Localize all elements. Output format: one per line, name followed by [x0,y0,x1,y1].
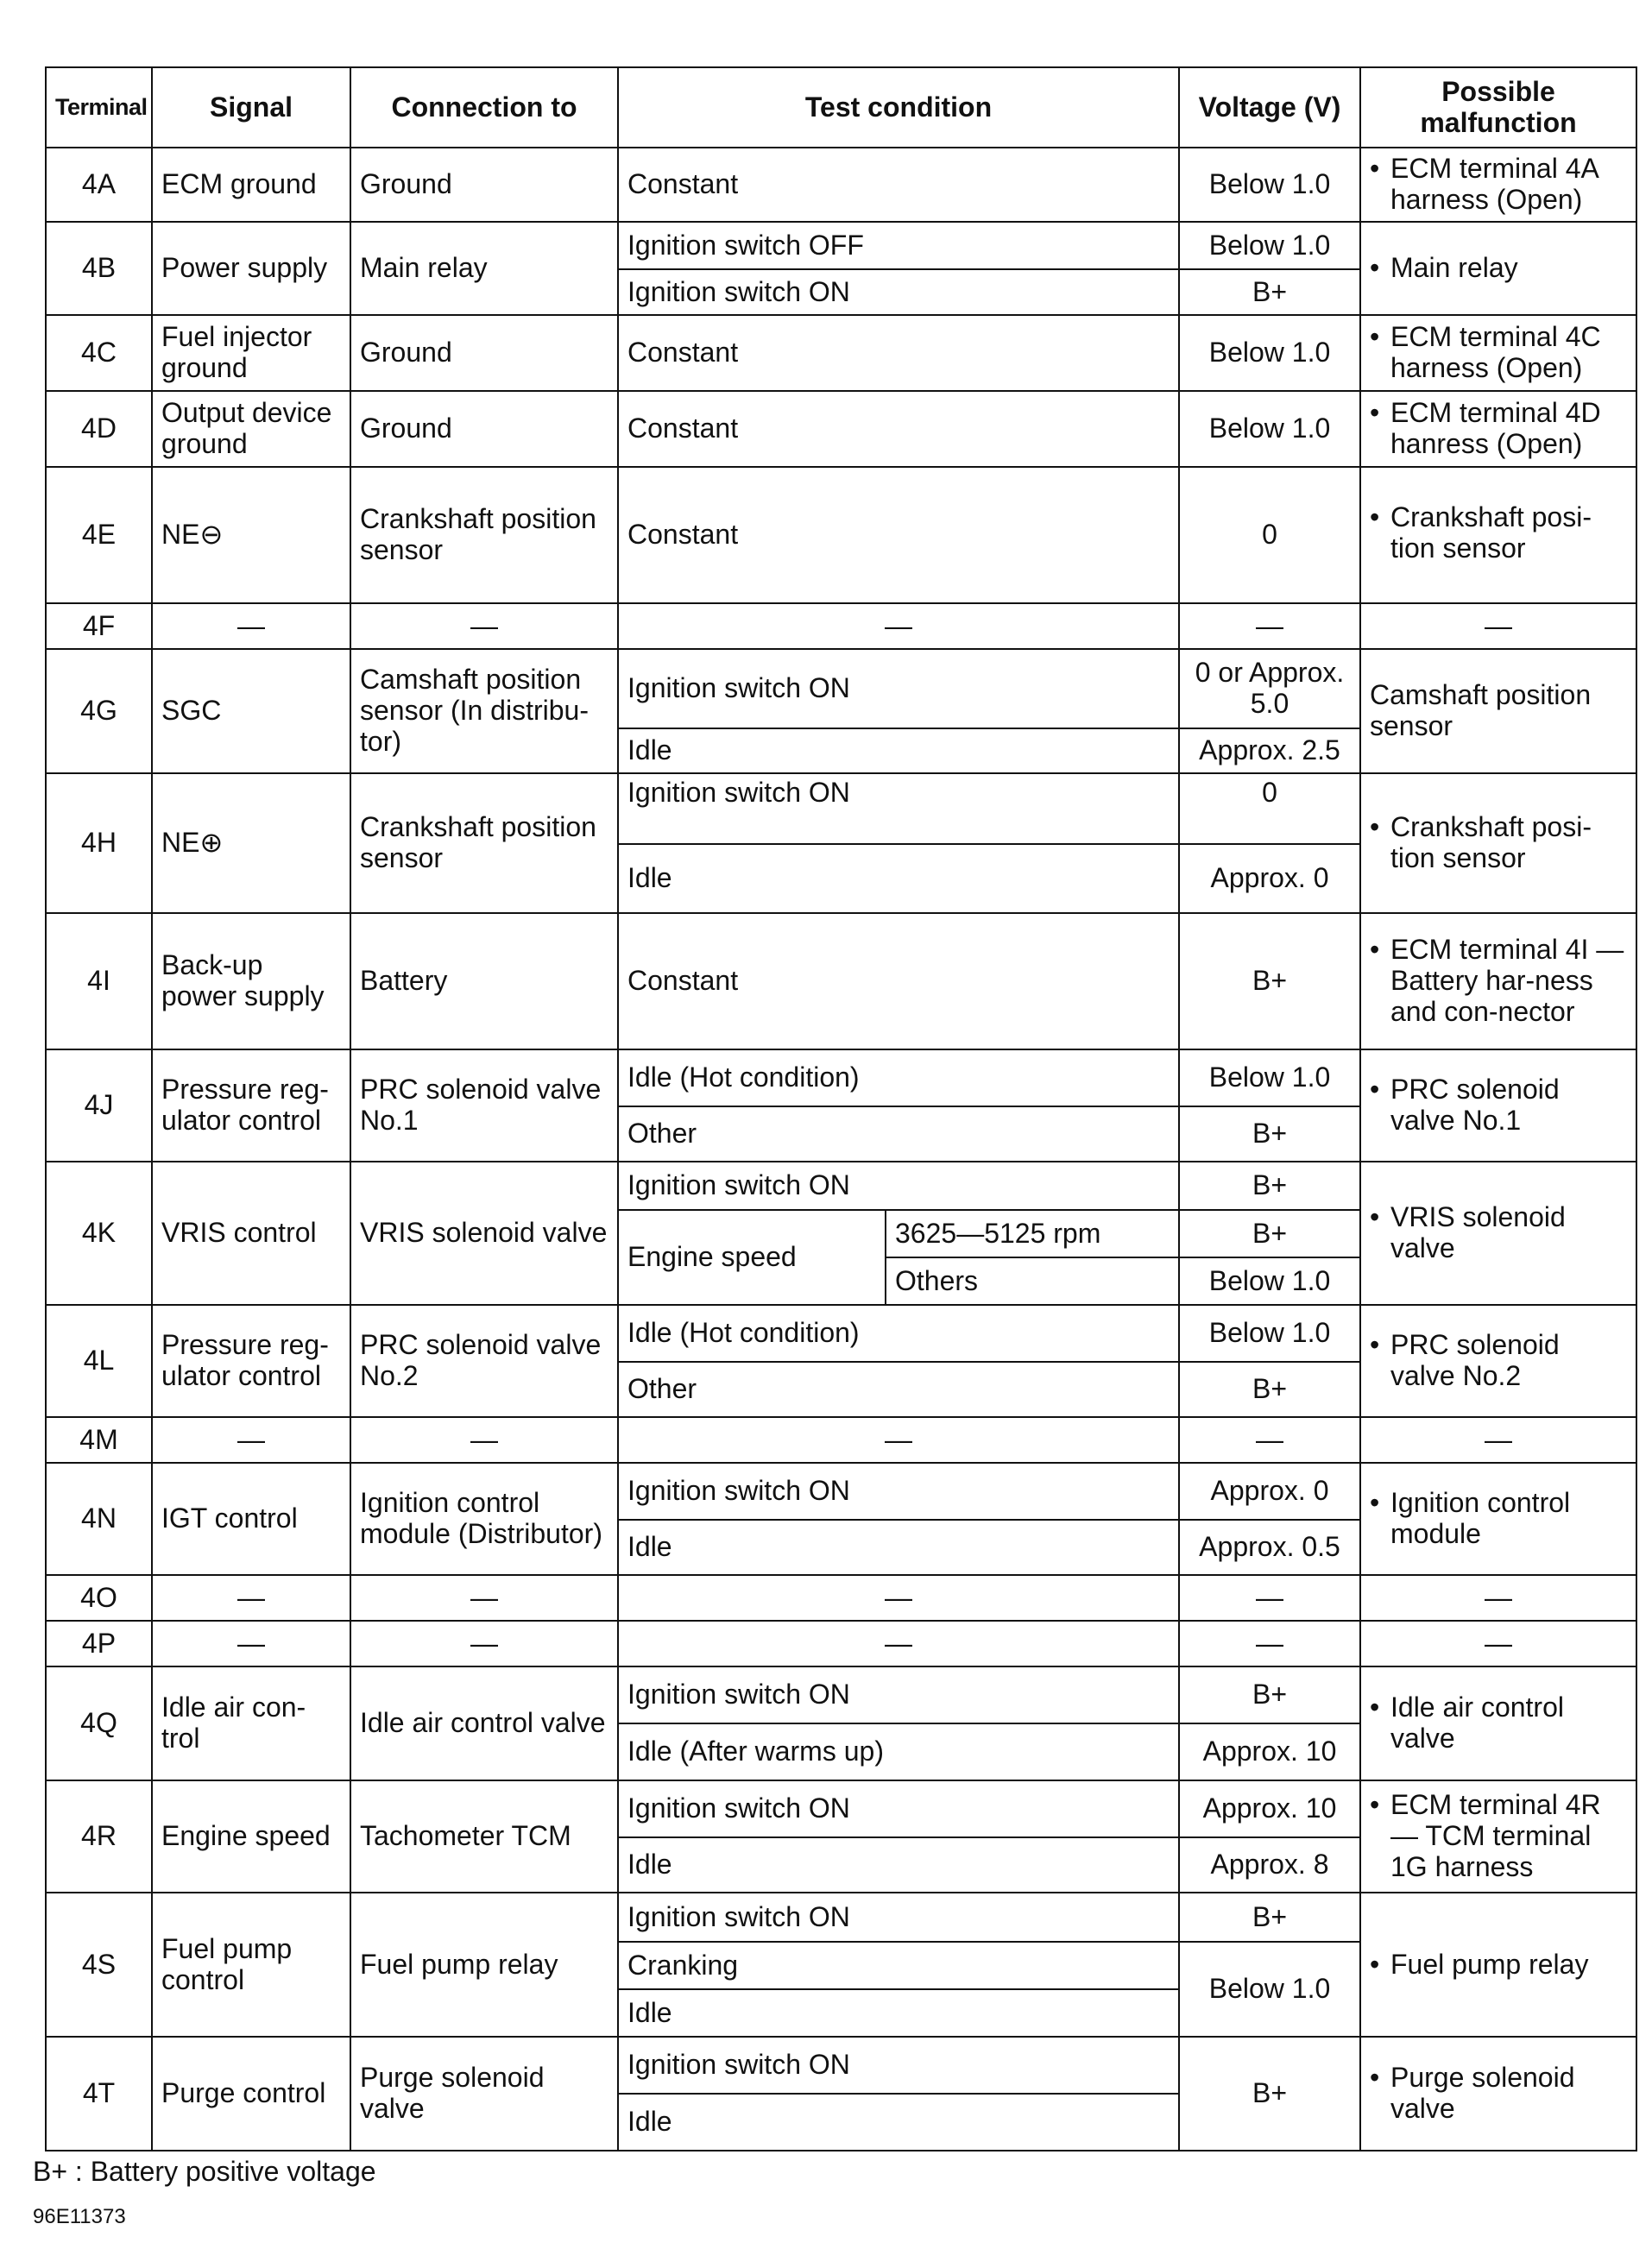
malfunction-text: ECM terminal 4D hanress (Open) [1390,397,1601,459]
voltage-cell: Approx. 0 [1179,844,1360,913]
test-condition-cell: Ignition switch ON [618,269,1179,315]
test-condition-cell: Idle [618,1837,1179,1893]
test-condition-cell: Idle [618,1520,1179,1575]
malfunction-cell [1360,315,1636,391]
connection-cell: — [350,1417,618,1463]
table-row [46,1049,1636,1106]
terminal-cell: 4J [46,1049,152,1162]
malfunction-text: Crankshaft posi-tion sensor [1390,501,1592,564]
test-condition-cell: Idle [618,844,1179,913]
test-condition-cell: Ignition switch ON [618,773,1179,844]
bullet-mark: • [1370,1329,1380,1361]
malfunction-text: Ignition control module [1390,1487,1571,1549]
connection-cell: Battery [350,913,618,1049]
table-row [46,1575,1636,1621]
bullet-mark: • [1370,1789,1380,1821]
voltage-cell: B+ [1179,1666,1360,1723]
malfunction-cell: Camshaft position sensor [1360,649,1636,773]
test-condition-cell: Ignition switch OFF [618,222,1179,269]
malfunction-text: PRC solenoid valve No.2 [1390,1329,1560,1391]
connection-cell: VRIS solenoid valve [350,1162,618,1305]
table-row [46,1893,1636,1942]
connection-cell: Purge solenoid valve [350,2037,618,2151]
signal-cell: Pressure reg-ulator control [152,1049,350,1162]
bullet-mark: • [1370,501,1380,532]
table-row [46,1666,1636,1723]
signal-cell: Purge control [152,2037,350,2151]
voltage-cell: Approx. 8 [1179,1837,1360,1893]
header-connection: Connection to [350,67,618,148]
header-test-condition: Test condition [618,67,1179,148]
malfunction-cell [1360,1780,1636,1893]
table-row [46,315,1636,391]
test-condition-cell: Other [618,1362,1179,1417]
terminal-cell: 4Q [46,1666,152,1780]
malfunction-text: ECM terminal 4C harness (Open) [1390,321,1601,383]
malfunction-cell: — [1360,603,1636,649]
connection-cell: — [350,1621,618,1666]
test-condition-cell: Engine speed [618,1210,886,1305]
terminal-cell: 4R [46,1780,152,1893]
table-row [46,1463,1636,1520]
table-row [46,1162,1636,1210]
test-condition-cell: Ignition switch ON [618,1463,1179,1520]
test-condition-cell: — [618,1417,1179,1463]
bullet-mark: • [1370,1074,1380,1106]
ecm-terminal-table [45,66,1637,2151]
bullet-mark: • [1370,1201,1380,1233]
malfunction-cell [1360,391,1636,467]
test-subcondition-cell: 3625—5125 rpm [886,1210,1179,1257]
voltage-cell: B+ [1179,269,1360,315]
voltage-cell: — [1179,1575,1360,1621]
connection-cell: PRC solenoid valve No.1 [350,1049,618,1162]
malfunction-cell [1360,1893,1636,2037]
voltage-cell: B+ [1179,913,1360,1049]
test-condition-cell: Idle (Hot condition) [618,1049,1179,1106]
malfunction-text: PRC solenoid valve No.1 [1390,1074,1560,1136]
terminal-cell: 4H [46,773,152,913]
test-condition-cell: Other [618,1106,1179,1162]
footnote: B+ : Battery positive voltage [33,2156,376,2187]
table-row [46,649,1636,728]
figure-code: 96E11373 [33,2205,126,2228]
voltage-cell: Approx. 10 [1179,1780,1360,1837]
test-condition-cell: Idle [618,2094,1179,2151]
test-condition-cell: Idle [618,728,1179,773]
voltage-cell: Approx. 0 [1179,1463,1360,1520]
signal-cell: Idle air con-trol [152,1666,350,1780]
table-row [46,2037,1636,2094]
signal-cell: — [152,603,350,649]
test-condition-cell: Ignition switch ON [618,1780,1179,1837]
table-row [46,1417,1636,1463]
voltage-cell: Below 1.0 [1179,222,1360,269]
test-condition-cell: Constant [618,467,1179,603]
malfunction-text: Purge solenoid valve [1390,2062,1575,2124]
voltage-cell: Below 1.0 [1179,1049,1360,1106]
bullet-mark: • [1370,252,1380,284]
malfunction-text: ECM terminal 4A harness (Open) [1390,153,1598,215]
table-row [46,467,1636,603]
malfunction-cell [1360,467,1636,603]
voltage-cell: B+ [1179,1210,1360,1257]
malfunction-cell [1360,913,1636,1049]
signal-cell: VRIS control [152,1162,350,1305]
malfunction-text: Fuel pump relay [1390,1948,1589,1980]
voltage-cell: Below 1.0 [1179,391,1360,467]
test-condition-cell: Idle (After warms up) [618,1723,1179,1780]
terminal-cell: 4G [46,649,152,773]
bullet-mark: • [1370,153,1380,185]
connection-cell: Ground [350,391,618,467]
bullet-mark: • [1370,1487,1380,1519]
voltage-cell: Below 1.0 [1179,1257,1360,1305]
signal-cell: ECM ground [152,148,350,222]
voltage-cell: B+ [1179,2037,1360,2151]
terminal-cell: 4L [46,1305,152,1417]
connection-cell: Tachometer TCM [350,1780,618,1893]
test-condition-cell: Constant [618,391,1179,467]
connection-cell: Fuel pump relay [350,1893,618,2037]
malfunction-cell [1360,773,1636,913]
voltage-cell: 0 or Approx. 5.0 [1179,649,1360,728]
signal-cell: NE⊖ [152,467,350,603]
malfunction-cell [1360,1162,1636,1305]
bullet-mark: • [1370,811,1380,843]
voltage-cell: — [1179,1621,1360,1666]
voltage-cell: Approx. 0.5 [1179,1520,1360,1575]
signal-cell: — [152,1417,350,1463]
malfunction-cell: — [1360,1575,1636,1621]
test-condition-cell: Ignition switch ON [618,649,1179,728]
malfunction-text: VRIS solenoid valve [1390,1201,1566,1263]
test-condition-cell: Idle [618,1989,1179,2037]
terminal-cell: 4P [46,1621,152,1666]
voltage-cell: — [1179,603,1360,649]
connection-cell: — [350,1575,618,1621]
bullet-mark: • [1370,1692,1380,1723]
bullet-mark: • [1370,2062,1380,2094]
terminal-cell: 4D [46,391,152,467]
signal-cell: Fuel pump control [152,1893,350,2037]
signal-cell: Engine speed [152,1780,350,1893]
test-condition-cell: Constant [618,913,1179,1049]
header-signal: Signal [152,67,350,148]
signal-cell: Power supply [152,222,350,315]
terminal-cell: 4E [46,467,152,603]
connection-cell: PRC solenoid valve No.2 [350,1305,618,1417]
signal-cell: Back-up power supply [152,913,350,1049]
voltage-cell: 0 [1179,773,1360,844]
header-malfunction: Possible malfunction [1360,67,1636,148]
bullet-mark: • [1370,397,1380,429]
malfunction-cell [1360,222,1636,315]
test-condition-cell: Ignition switch ON [618,1893,1179,1942]
terminal-cell: 4A [46,148,152,222]
malfunction-text: ECM terminal 4I — Battery har-ness and con-nector [1390,934,1624,1027]
table-header-row [46,67,1636,148]
signal-cell: Output device ground [152,391,350,467]
malfunction-text: ECM terminal 4R — TCM terminal 1G harness [1390,1789,1601,1882]
header-terminal: Terminal [46,67,152,148]
table-row [46,773,1636,844]
voltage-cell: B+ [1179,1162,1360,1210]
connection-cell: Ground [350,315,618,391]
table-row [46,1621,1636,1666]
malfunction-cell [1360,2037,1636,2151]
malfunction-cell [1360,1049,1636,1162]
malfunction-cell [1360,1305,1636,1417]
malfunction-cell [1360,1463,1636,1575]
voltage-cell: — [1179,1417,1360,1463]
connection-cell: Crankshaft position sensor [350,773,618,913]
terminal-cell: 4M [46,1417,152,1463]
table-row [46,1780,1636,1837]
voltage-cell: Below 1.0 [1179,148,1360,222]
voltage-cell: Approx. 10 [1179,1723,1360,1780]
voltage-cell: Approx. 2.5 [1179,728,1360,773]
signal-cell: — [152,1575,350,1621]
voltage-cell: B+ [1179,1106,1360,1162]
malfunction-text: Crankshaft posi-tion sensor [1390,811,1592,873]
terminal-cell: 4B [46,222,152,315]
test-condition-cell: Constant [618,315,1179,391]
table-row [46,913,1636,1049]
connection-cell: Idle air control valve [350,1666,618,1780]
bullet-mark: • [1370,321,1380,353]
signal-cell: — [152,1621,350,1666]
terminal-cell: 4C [46,315,152,391]
test-condition-cell: — [618,1621,1179,1666]
voltage-cell: B+ [1179,1362,1360,1417]
malfunction-cell: — [1360,1417,1636,1463]
table-row [46,391,1636,467]
connection-cell: Ground [350,148,618,222]
ecm-terminal-document [45,66,1636,2151]
test-condition-cell: Idle (Hot condition) [618,1305,1179,1362]
signal-cell: IGT control [152,1463,350,1575]
connection-cell: Crankshaft position sensor [350,467,618,603]
terminal-cell: 4F [46,603,152,649]
terminal-cell: 4T [46,2037,152,2151]
test-condition-cell: Ignition switch ON [618,1666,1179,1723]
connection-cell: Ignition control module (Distributor) [350,1463,618,1575]
test-condition-cell: — [618,1575,1179,1621]
terminal-cell: 4N [46,1463,152,1575]
test-subcondition-cell: Others [886,1257,1179,1305]
terminal-cell: 4I [46,913,152,1049]
test-condition-cell: Cranking [618,1942,1179,1989]
table-row [46,222,1636,269]
malfunction-cell: — [1360,1621,1636,1666]
table-row [46,603,1636,649]
terminal-cell: 4O [46,1575,152,1621]
test-condition-cell: Ignition switch ON [618,2037,1179,2094]
signal-cell: SGC [152,649,350,773]
connection-cell: — [350,603,618,649]
malfunction-text: Idle air control valve [1390,1692,1564,1754]
voltage-cell: Below 1.0 [1179,315,1360,391]
table-row [46,1305,1636,1362]
header-voltage: Voltage (V) [1179,67,1360,148]
malfunction-text: Main relay [1390,252,1518,284]
signal-cell: Pressure reg-ulator control [152,1305,350,1417]
voltage-cell: Below 1.0 [1179,1942,1360,2037]
connection-cell: Main relay [350,222,618,315]
voltage-cell: Below 1.0 [1179,1305,1360,1362]
signal-cell: NE⊕ [152,773,350,913]
voltage-cell: 0 [1179,467,1360,603]
table-row [46,148,1636,222]
test-condition-cell: — [618,603,1179,649]
malfunction-cell [1360,1666,1636,1780]
voltage-cell: B+ [1179,1893,1360,1942]
test-condition-cell: Ignition switch ON [618,1162,1179,1210]
bullet-mark: • [1370,934,1380,966]
terminal-cell: 4K [46,1162,152,1305]
signal-cell: Fuel injector ground [152,315,350,391]
bullet-mark: • [1370,1948,1380,1980]
connection-cell: Camshaft position sensor (In distribu-tor) [350,649,618,773]
terminal-cell: 4S [46,1893,152,2037]
test-condition-cell: Constant [618,148,1179,222]
malfunction-cell [1360,148,1636,222]
